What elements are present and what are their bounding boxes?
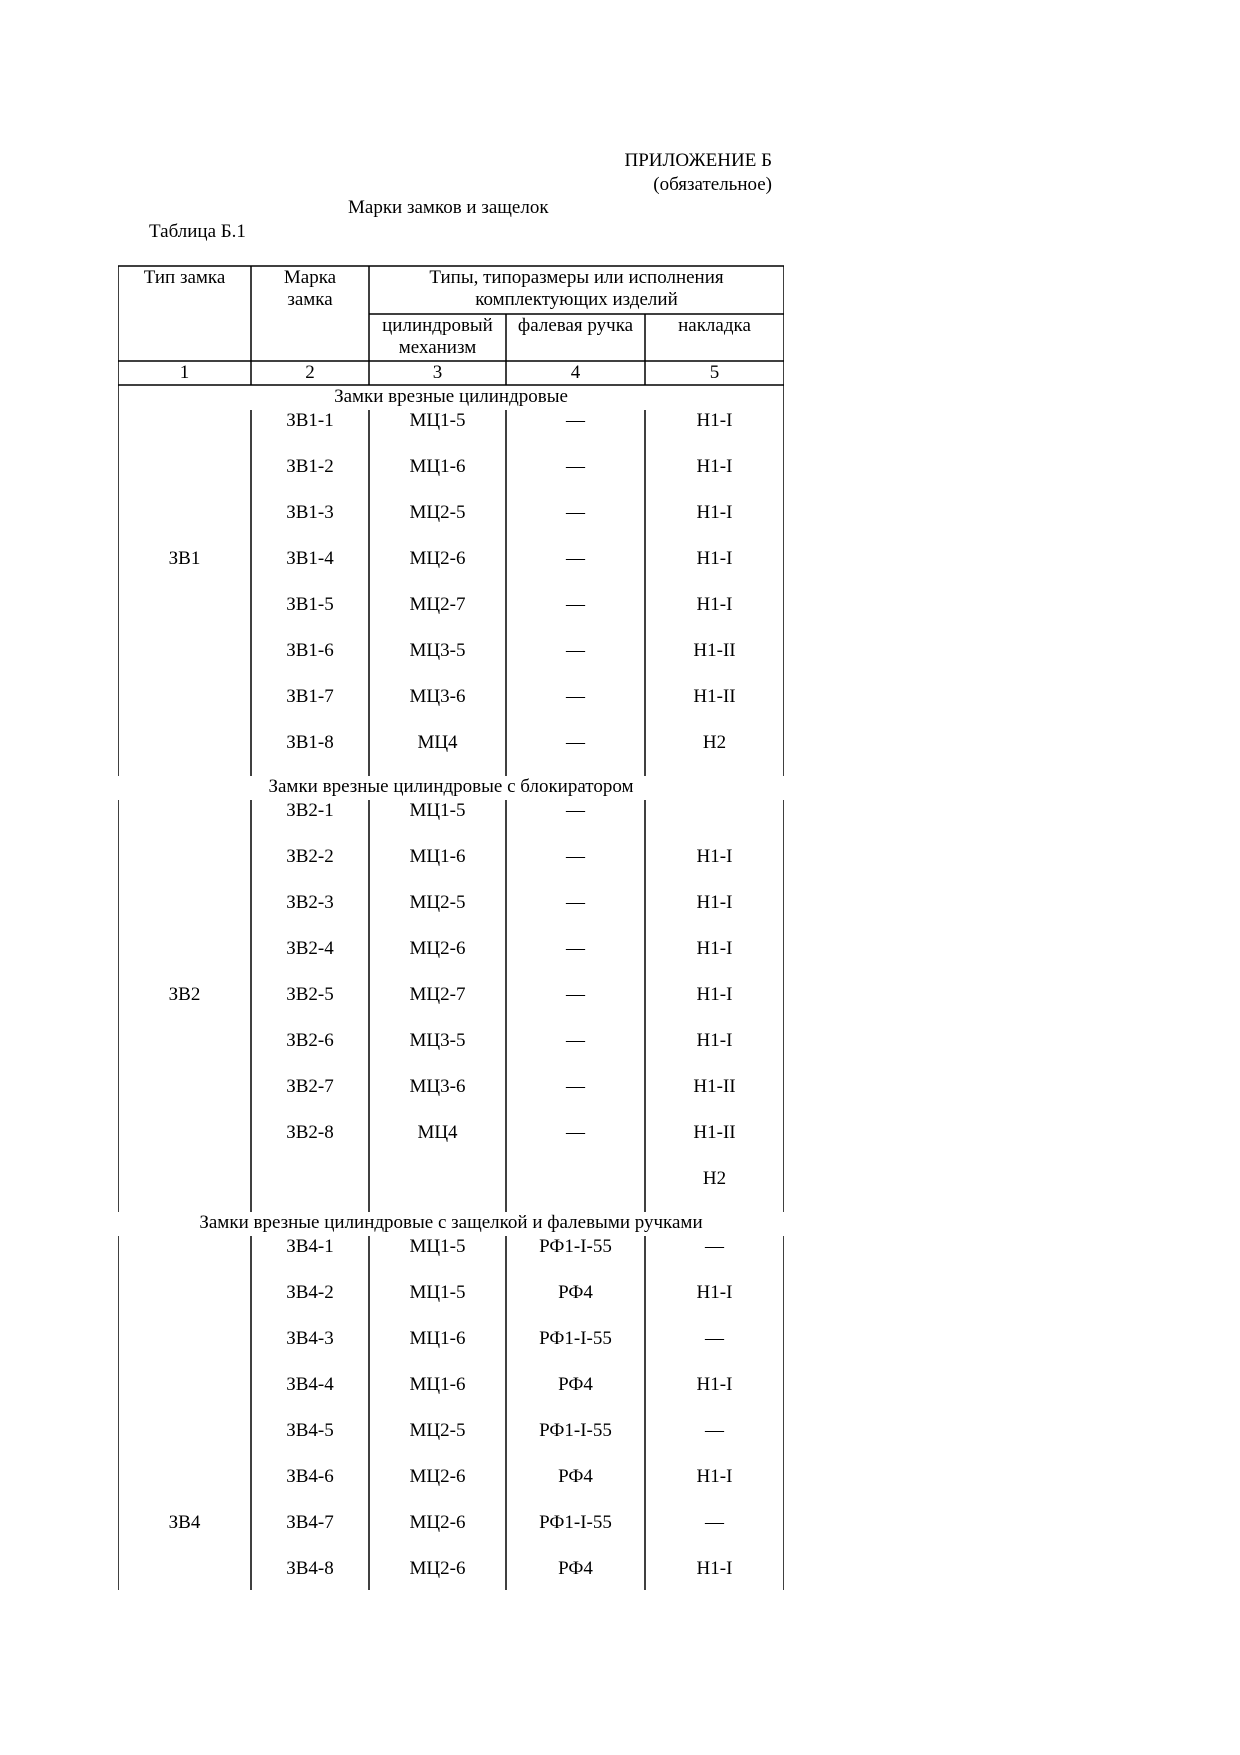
header-overlay: накладка	[678, 315, 751, 336]
handle-cell: —	[566, 1076, 585, 1097]
header-cylinder-line1: цилиндровый	[382, 315, 493, 336]
lock-mark-cell: ЗВ2-2	[286, 846, 334, 867]
overlay-cell: Н2	[702, 732, 727, 753]
cylinder-cell: МЦ3-5	[409, 640, 466, 661]
overlay-cell: Н1-I	[696, 410, 733, 431]
overlay-cell: Н1-II	[693, 1076, 736, 1097]
lock-mark-cell: ЗВ2-1	[286, 800, 334, 821]
lock-mark-cell: ЗВ2-4	[286, 938, 334, 959]
handle-cell: —	[566, 594, 585, 615]
handle-cell: —	[566, 502, 585, 523]
handle-cell: —	[566, 548, 585, 569]
section-title: Замки врезные цилиндровые	[334, 386, 568, 407]
overlay-cell: Н1-I	[696, 984, 733, 1005]
lock-mark-cell: ЗВ4-3	[286, 1328, 334, 1349]
lock-mark-cell: ЗВ1-3	[286, 502, 334, 523]
section-title: Замки врезные цилиндровые с защелкой и фалевыми ручками	[199, 1212, 703, 1233]
column-number: 5	[709, 362, 720, 383]
locks-table	[118, 265, 784, 1590]
header-type: Тип замка	[143, 267, 226, 288]
overlay-cell: Н1-II	[693, 1122, 736, 1143]
overlay-cell: Н2	[702, 1168, 727, 1189]
overlay-cell: Н1-I	[696, 594, 733, 615]
header-cylinder-line2: механизм	[398, 337, 477, 358]
column-number: 4	[570, 362, 581, 383]
header-group-line1: Типы, типоразмеры или исполнения	[429, 267, 724, 288]
cylinder-cell: МЦ2-7	[409, 984, 466, 1005]
cylinder-cell: МЦ1-6	[409, 846, 466, 867]
overlay-cell: Н1-I	[696, 1282, 733, 1303]
lock-mark-cell: ЗВ4-4	[286, 1374, 334, 1395]
overlay-cell: Н1-I	[696, 1558, 733, 1579]
cylinder-cell: МЦ2-6	[409, 938, 466, 959]
header-handle: фалевая ручка	[517, 315, 634, 336]
handle-cell: —	[566, 410, 585, 431]
lock-mark-cell: ЗВ1-8	[286, 732, 334, 753]
header-mark-line2: замка	[287, 289, 333, 310]
overlay-cell: Н1-I	[696, 548, 733, 569]
handle-cell: РФ4	[558, 1282, 593, 1303]
handle-cell: —	[566, 640, 585, 661]
overlay-cell: Н1-I	[696, 502, 733, 523]
cylinder-cell: МЦ2-5	[409, 1420, 466, 1441]
handle-cell: —	[566, 1030, 585, 1051]
handle-cell: РФ1-I-55	[539, 1328, 612, 1349]
lock-mark-cell: ЗВ4-2	[286, 1282, 334, 1303]
overlay-cell: Н1-I	[696, 1466, 733, 1487]
cylinder-cell: МЦ1-5	[409, 1282, 466, 1303]
lock-mark-cell: ЗВ2-5	[286, 984, 334, 1005]
handle-cell: —	[566, 1122, 585, 1143]
document-title: Марки замков и защелок	[348, 197, 549, 218]
cylinder-cell: МЦ1-6	[409, 1374, 466, 1395]
header-group-line2: комплектующих изделий	[475, 289, 678, 310]
handle-cell: —	[566, 456, 585, 477]
overlay-cell: Н1-II	[693, 686, 736, 707]
lock-mark-cell: ЗВ4-7	[286, 1512, 334, 1533]
appendix-title: ПРИЛОЖЕНИЕ Б	[624, 150, 772, 171]
handle-cell: РФ1-I-55	[539, 1512, 612, 1533]
lock-mark-cell: ЗВ2-8	[286, 1122, 334, 1143]
overlay-cell: —	[705, 1328, 724, 1349]
table-label: Таблица Б.1	[149, 221, 246, 242]
lock-mark-cell: ЗВ2-3	[286, 892, 334, 913]
overlay-cell: Н1-I	[696, 846, 733, 867]
overlay-cell: Н1-I	[696, 456, 733, 477]
lock-mark-cell: ЗВ2-7	[286, 1076, 334, 1097]
cylinder-cell: МЦ3-5	[409, 1030, 466, 1051]
lock-type-cell: ЗВ4	[168, 1512, 201, 1533]
overlay-cell: Н1-II	[693, 640, 736, 661]
cylinder-cell: МЦ3-6	[409, 1076, 466, 1097]
overlay-cell: —	[705, 1236, 724, 1257]
handle-cell: РФ4	[558, 1558, 593, 1579]
header-mark-line1: Марка	[283, 267, 337, 288]
cylinder-cell: МЦ2-7	[409, 594, 466, 615]
cylinder-cell: МЦ1-6	[409, 456, 466, 477]
cylinder-cell: МЦ4	[417, 732, 458, 753]
cylinder-cell: МЦ2-5	[409, 502, 466, 523]
cylinder-cell: МЦ4	[417, 1122, 458, 1143]
lock-mark-cell: ЗВ4-1	[286, 1236, 334, 1257]
overlay-cell: Н1-I	[696, 892, 733, 913]
lock-mark-cell: ЗВ1-5	[286, 594, 334, 615]
lock-mark-cell: ЗВ1-1	[286, 410, 334, 431]
handle-cell: —	[566, 846, 585, 867]
cylinder-cell: МЦ2-5	[409, 892, 466, 913]
cylinder-cell: МЦ3-6	[409, 686, 466, 707]
cylinder-cell: МЦ2-6	[409, 548, 466, 569]
cylinder-cell: МЦ1-5	[409, 410, 466, 431]
column-number: 2	[305, 362, 315, 383]
handle-cell: РФ1-I-55	[539, 1420, 612, 1441]
cylinder-cell: МЦ1-6	[409, 1328, 466, 1349]
handle-cell: —	[566, 892, 585, 913]
cylinder-cell: МЦ1-5	[409, 1236, 466, 1257]
handle-cell: —	[566, 732, 585, 753]
lock-mark-cell: ЗВ1-6	[286, 640, 334, 661]
section-title: Замки врезные цилиндровые с блокиратором	[268, 776, 634, 797]
handle-cell: РФ4	[558, 1466, 593, 1487]
lock-mark-cell: ЗВ4-6	[286, 1466, 334, 1487]
handle-cell: РФ4	[558, 1374, 593, 1395]
overlay-cell: —	[705, 1512, 724, 1533]
appendix-note: (обязательное)	[653, 174, 772, 195]
cylinder-cell: МЦ2-6	[409, 1558, 466, 1579]
handle-cell: —	[566, 800, 585, 821]
handle-cell: РФ1-I-55	[539, 1236, 612, 1257]
handle-cell: —	[566, 938, 585, 959]
overlay-cell: Н1-I	[696, 938, 733, 959]
column-number: 1	[179, 362, 190, 383]
overlay-cell: —	[705, 1420, 724, 1441]
cylinder-cell: МЦ2-6	[409, 1512, 466, 1533]
lock-mark-cell: ЗВ1-4	[286, 548, 334, 569]
column-number: 3	[432, 362, 443, 383]
cylinder-cell: МЦ2-6	[409, 1466, 466, 1487]
lock-mark-cell: ЗВ4-5	[286, 1420, 334, 1441]
lock-mark-cell: ЗВ1-7	[286, 686, 334, 707]
overlay-cell: Н1-I	[696, 1030, 733, 1051]
handle-cell: —	[566, 984, 585, 1005]
lock-type-cell: ЗВ1	[168, 548, 201, 569]
lock-mark-cell: ЗВ2-6	[286, 1030, 334, 1051]
lock-mark-cell: ЗВ4-8	[286, 1558, 334, 1579]
handle-cell: —	[566, 686, 585, 707]
lock-type-cell: ЗВ2	[168, 984, 201, 1005]
cylinder-cell: МЦ1-5	[409, 800, 466, 821]
overlay-cell: Н1-I	[696, 1374, 733, 1395]
lock-mark-cell: ЗВ1-2	[286, 456, 334, 477]
